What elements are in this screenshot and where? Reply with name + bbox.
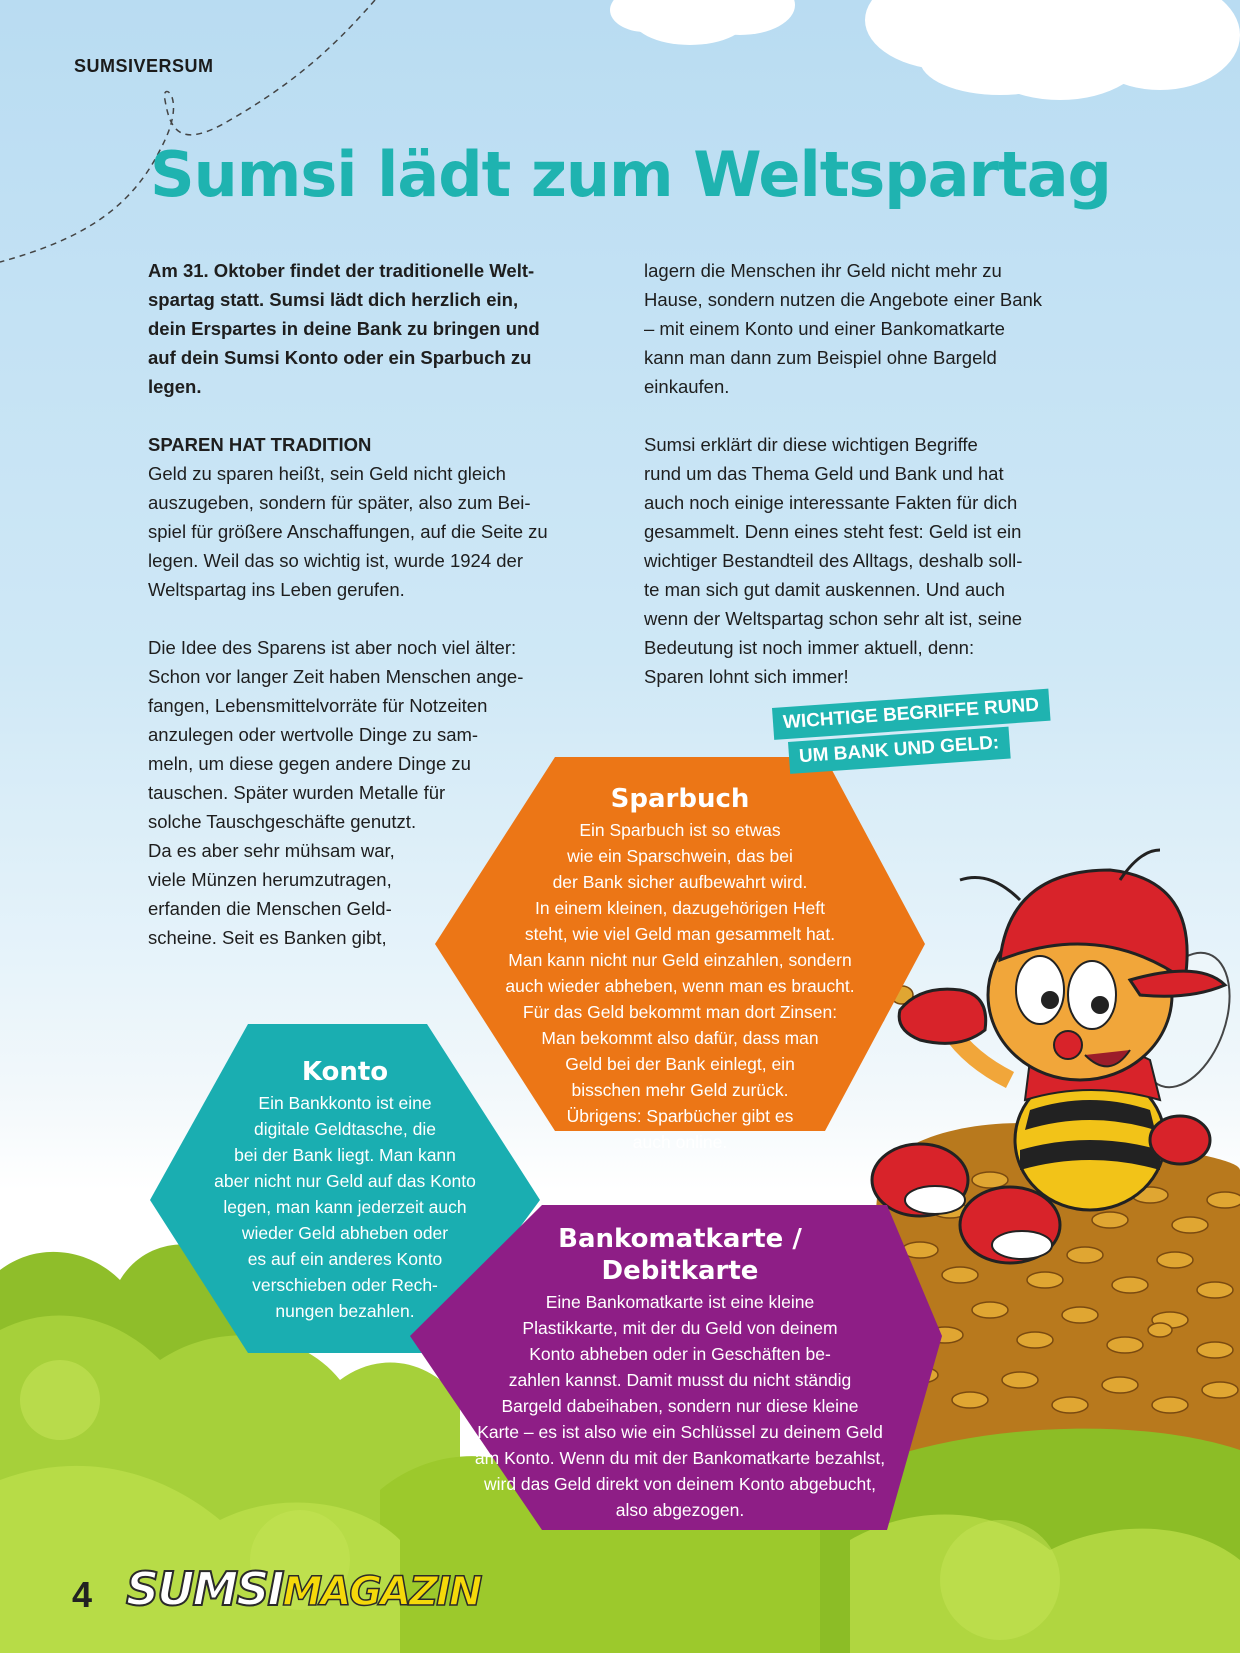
paragraph-line: Sumsi erklärt dir diese wichtigen Begriffe: [644, 434, 978, 455]
hexagon-line: legen, man kann jederzeit auch: [223, 1197, 467, 1217]
hexagon-line: Eine Bankomatkarte ist eine kleine: [545, 1292, 815, 1312]
intro-line: dein Erspartes in deine Bank zu bringen und: [148, 318, 540, 339]
hexagon-line: wird das Geld direkt von deinem Konto abgebucht,: [483, 1474, 877, 1494]
intro-line: Am 31. Oktober findet der traditionelle Welt-: [148, 260, 535, 281]
hexagon-line: Übrigens: Sparbücher gibt es: [566, 1106, 794, 1126]
paragraph-line: auch noch einige interessante Fakten für dich: [644, 492, 1018, 513]
hexagon-line: digitale Geldtasche, die: [254, 1119, 436, 1139]
paragraph-line: erfanden die Menschen Geld-: [148, 898, 392, 919]
intro-line: auf dein Sumsi Konto oder ein Sparbuch zu: [148, 347, 532, 368]
paragraph-line: Bedeutung ist noch immer aktuell, denn:: [644, 637, 975, 658]
glossary-tag-line2: UM BANK UND GELD:: [788, 727, 1010, 774]
hexagon-title: Sparbuch: [610, 784, 750, 814]
paragraph-line: Da es aber sehr mühsam war,: [148, 840, 395, 861]
page-title: Sumsi lädt zum Weltspartag: [150, 138, 1111, 211]
hexagon-line: verschieben oder Rech-: [252, 1275, 438, 1295]
hexagon-line: auch wieder abheben, wenn man es braucht.: [505, 976, 855, 996]
hexagon-line: am Konto. Wenn du mit der Bankomatkarte bezahlst,: [474, 1448, 886, 1468]
paragraph-line: gesammelt. Denn eines steht fest: Geld ist ein: [644, 521, 1022, 542]
paragraph-line: scheine. Seit es Banken gibt,: [148, 927, 387, 948]
paragraph-line: legen. Weil das so wichtig ist, wurde 1924 der: [148, 550, 523, 571]
cloud-left: [610, 0, 795, 45]
hexagon-line: wie ein Sparschwein, das bei: [567, 846, 793, 866]
hexagon-line: Geld bei der Bank einlegt, ein: [565, 1054, 795, 1074]
cloud-right: [865, 0, 1240, 100]
paragraph-line: rund um das Thema Geld und Bank und hat: [644, 463, 1004, 484]
paragraph-line: solche Tauschgeschäfte genutzt.: [148, 811, 417, 832]
intro-line: spartag statt. Sumsi lädt dich herzlich ein,: [148, 289, 519, 310]
hexagon-line: Man kann nicht nur Geld einzahlen, sondern: [508, 950, 852, 970]
paragraph-line: anzulegen oder wertvolle Dinge zu sam-: [148, 724, 479, 745]
paragraph-line: Die Idee des Sparens ist aber noch viel älter:: [148, 637, 517, 658]
paragraph-line: auszugeben, sondern für später, also zum Bei-: [148, 492, 531, 513]
hexagon-title: Bankomatkarte /: [558, 1224, 802, 1254]
paragraph-line: tauschen. Später wurden Metalle für: [148, 782, 446, 803]
hexagon-line: Für das Geld bekommt man dort Zinsen:: [522, 1002, 838, 1022]
paragraph-line: fangen, Lebensmittelvorräte für Notzeiten: [148, 695, 488, 716]
hexagon-line: steht, wie viel Geld man gesammelt hat.: [524, 924, 836, 944]
paragraph-line: Geld zu sparen heißt, sein Geld nicht gleich: [148, 463, 506, 484]
paragraph-line: lagern die Menschen ihr Geld nicht mehr zu: [644, 260, 1002, 281]
hexagon-line: Plastikkarte, mit der du Geld von deinem: [522, 1318, 838, 1338]
hexagon-line: Karte – es ist also wie ein Schlüssel zu deinem Geld: [477, 1422, 883, 1442]
paragraph-line: einkaufen.: [644, 376, 730, 397]
hexagon-line: wieder Geld abheben oder: [241, 1223, 449, 1243]
hexagon-line: bisschen mehr Geld zurück.: [571, 1080, 789, 1100]
section-label: SUMSIVERSUM: [74, 56, 214, 76]
sumsi-magazin-logo: [126, 1562, 480, 1616]
hexagon-line: auch online.: [632, 1132, 728, 1152]
hexagon-line: aber nicht nur Geld auf das Konto: [214, 1171, 476, 1191]
hexagon-bankomatkarte: [430, 1225, 930, 1523]
hexagon-line: zahlen kannst. Damit musst du nicht ständig: [508, 1370, 852, 1390]
logo-sumsi: SUMSI: [126, 1562, 283, 1616]
paragraph-line: wichtiger Bestandteil des Alltags, deshalb soll-: [644, 550, 1023, 571]
paragraph-line: kann man dann zum Beispiel ohne Bargeld: [644, 347, 997, 368]
hexagon-line: es auf ein anderes Konto: [247, 1249, 443, 1269]
hexagon-title: Debitkarte: [601, 1256, 759, 1286]
hexagon-sparbuch: [455, 785, 905, 1155]
paragraph-line: Hause, sondern nutzen die Angebote einer Bank: [644, 289, 1043, 310]
paragraph-line: viele Münzen herumzutragen,: [148, 869, 392, 890]
hexagon-line: Konto abheben oder in Geschäften be-: [529, 1344, 831, 1364]
paragraph-line: Schon vor langer Zeit haben Menschen ange-: [148, 666, 524, 687]
hexagon-line: Man bekommt also dafür, dass man: [541, 1028, 819, 1048]
subheading-sparen: SPAREN HAT TRADITION: [148, 434, 372, 455]
glossary-tag-line1: WICHTIGE BEGRIFFE RUND: [772, 689, 1050, 740]
flight-path: [0, 0, 375, 262]
logo-magazin: MAGAZIN: [282, 1569, 481, 1615]
hexagon-line: nungen bezahlen.: [275, 1301, 415, 1321]
paragraph-line: Weltspartag ins Leben gerufen.: [148, 579, 405, 600]
hexagon-line: Ein Bankkonto ist eine: [258, 1093, 432, 1113]
hexagon-title: Konto: [301, 1057, 389, 1087]
paragraph-line: wenn der Weltspartag schon sehr alt ist, seine: [644, 608, 1023, 629]
paragraph-line: Sparen lohnt sich immer!: [644, 666, 849, 687]
paragraph-line: meln, um diese gegen andere Dinge zu: [148, 753, 471, 774]
paragraph-line: te man sich gut damit auskennen. Und auch: [644, 579, 1005, 600]
paragraph-line: – mit einem Konto und einer Bankomatkarte: [644, 318, 1005, 339]
hexagon-line: Bargeld dabeihaben, sondern nur diese kleine: [501, 1396, 859, 1416]
hexagon-line: Ein Sparbuch ist so etwas: [579, 820, 781, 840]
hexagon-line: also abgezogen.: [615, 1500, 745, 1520]
hexagon-line: bei der Bank liegt. Man kann: [234, 1145, 456, 1165]
paragraph-line: spiel für größere Anschaffungen, auf die Seite zu: [148, 521, 548, 542]
hexagon-line: In einem kleinen, dazugehörigen Heft: [535, 898, 825, 918]
right-column: [644, 256, 1092, 691]
page-number: 4: [72, 1574, 93, 1615]
intro-line: legen.: [148, 376, 202, 397]
hexagon-line: der Bank sicher aufbewahrt wird.: [552, 872, 808, 892]
